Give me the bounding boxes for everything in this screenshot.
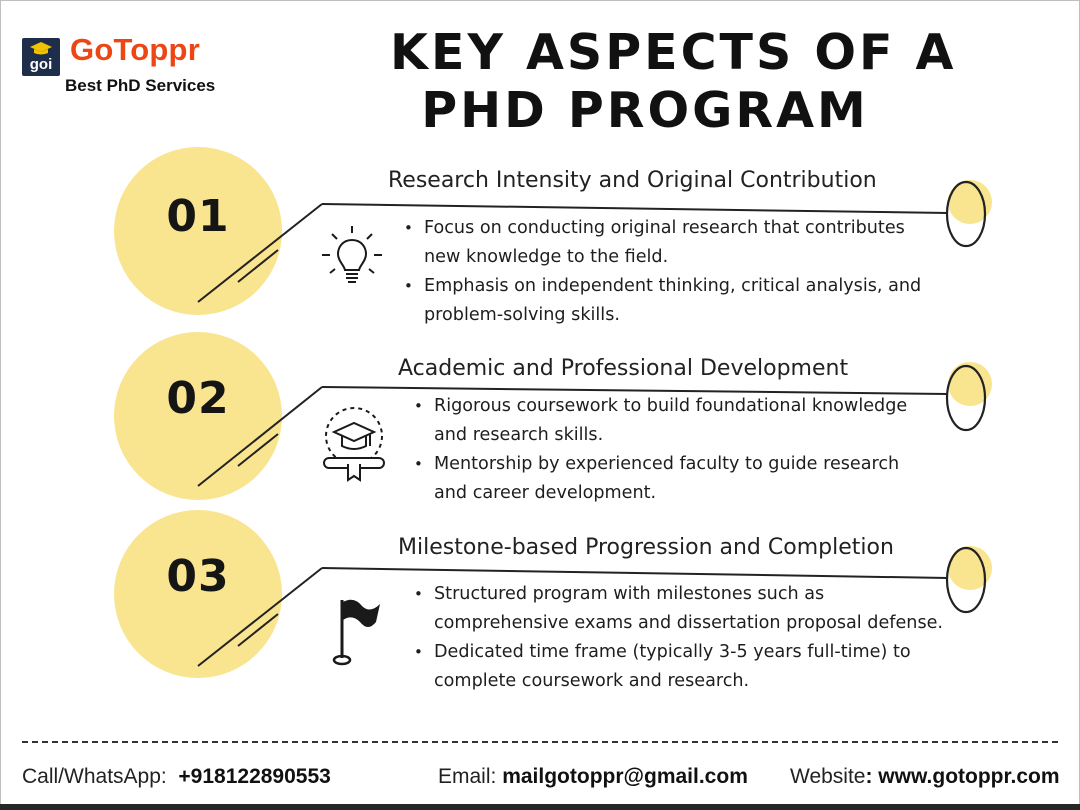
phone-label: Call/WhatsApp: (22, 765, 167, 788)
bullet-line: complete coursework and research. (434, 671, 750, 691)
footer-email[interactable] (438, 765, 748, 789)
section-number: 02 (166, 373, 230, 424)
page-title-line-1: KEY ASPECTS OF A (390, 24, 957, 81)
graduation-cap-diploma-icon (320, 406, 388, 486)
flag-icon (326, 594, 386, 670)
section-number: 03 (166, 551, 230, 602)
list-item (414, 638, 943, 696)
list-item (414, 580, 943, 638)
phone-number[interactable]: +918122890553 (178, 765, 331, 788)
lightbulb-icon (318, 224, 386, 290)
list-item (404, 272, 921, 330)
page-title-line-2: PHD PROGRAM (421, 82, 869, 139)
section-title: Milestone-based Progression and Completion (398, 535, 894, 560)
bullet-line: • Focus on conducting original research that contributes (424, 218, 905, 238)
section-bullets (404, 214, 921, 330)
footer (0, 765, 1080, 795)
bullet-line: • Dedicated time frame (typically 3-5 years full-time) to (434, 642, 911, 662)
section-number: 01 (166, 191, 230, 242)
footer-phone[interactable] (22, 765, 331, 789)
brand-name: GoToppr (70, 32, 200, 67)
logo-mark-text: goi (29, 56, 53, 73)
section-title: Academic and Professional Development (398, 356, 849, 381)
website-label: Website (790, 765, 866, 788)
list-item (414, 450, 907, 508)
bottom-strip (0, 804, 1080, 810)
bullet-line: • Mentorship by experienced faculty to guide research (434, 454, 900, 474)
footer-website[interactable] (790, 765, 1060, 789)
section-2 (0, 328, 1080, 508)
section-bullets (414, 392, 907, 508)
email-label: Email: (438, 765, 497, 788)
section-3 (0, 506, 1080, 691)
bullet-line: • Rigorous coursework to build foundational knowledge (434, 396, 908, 416)
bullet-line: • Structured program with milestones such as (434, 584, 825, 604)
page-title (390, 24, 957, 140)
section-bullets (414, 580, 943, 696)
email-address[interactable]: mailgotoppr@gmail.com (502, 765, 748, 788)
footer-divider (22, 741, 1058, 743)
list-item (414, 392, 907, 450)
brand-tagline: Best PhD Services (65, 76, 216, 95)
bullet-line: and career development. (434, 483, 657, 503)
bullet-line: new knowledge to the field. (424, 247, 669, 267)
section-1 (0, 144, 1080, 324)
bullet-line: and research skills. (434, 425, 604, 445)
section-title: Research Intensity and Original Contribution (388, 168, 877, 193)
website-url[interactable]: : www.gotoppr.com (865, 765, 1060, 788)
logo-mark (22, 38, 60, 76)
bullet-line: • Emphasis on independent thinking, critical analysis, and (424, 276, 922, 296)
bullet-line: problem-solving skills. (424, 305, 620, 325)
bullet-line: comprehensive exams and dissertation proposal defense. (434, 613, 944, 633)
list-item (404, 214, 921, 272)
